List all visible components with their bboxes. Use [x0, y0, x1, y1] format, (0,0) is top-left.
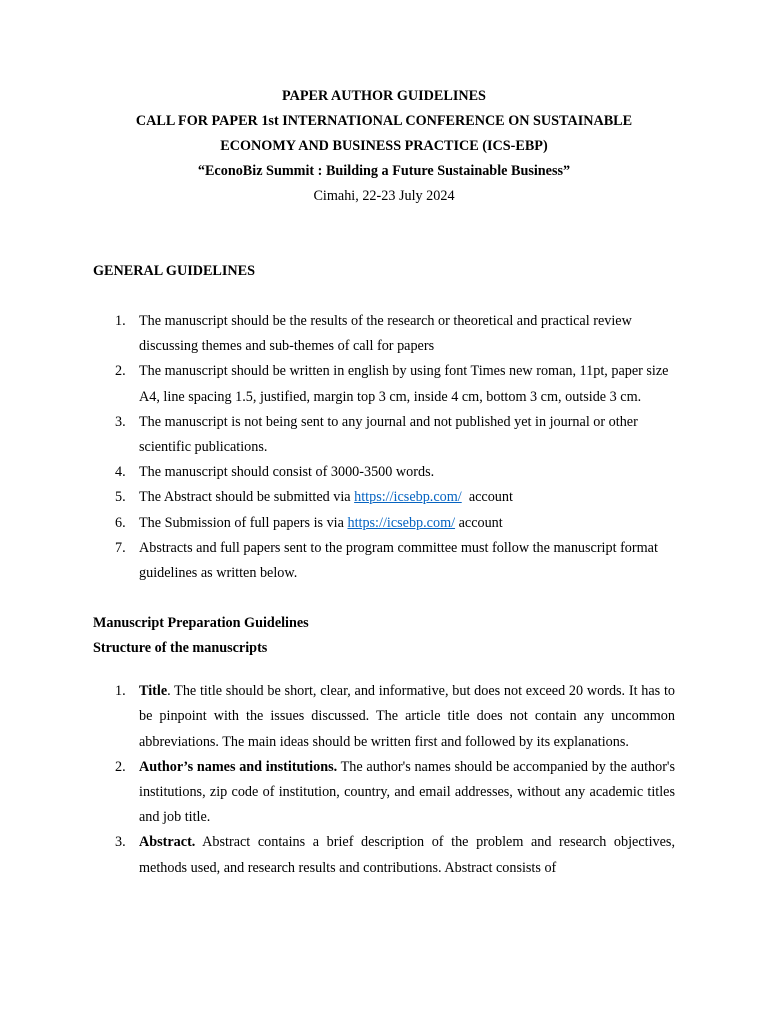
header-location-date: Cimahi, 22-23 July 2024	[313, 188, 455, 204]
abstract-submission-link[interactable]: https://icsebp.com/	[354, 489, 462, 506]
manuscript-structure-subheading: Structure of the manuscripts	[93, 640, 268, 657]
list-item: 7. Abstracts and full papers sent to the program committee must follow the manuscript format guidelines as written below.	[115, 539, 658, 582]
document-header	[93, 84, 675, 209]
list-item: 4. The manuscript should consist of 3000-3500 words.	[115, 464, 435, 481]
manuscript-structure-list	[93, 679, 675, 881]
general-guidelines-heading: GENERAL GUIDELINES	[93, 263, 256, 279]
list-item: 5. The Abstract should be submitted via https://icsebp.com/ account	[115, 489, 513, 506]
header-call-for-paper: CALL FOR PAPER 1st INTERNATIONAL CONFERENCE ON SUSTAINABLE	[135, 113, 633, 129]
list-item: 1. Title. The title should be short, clear, and informative, but does not exceed 20 words. It has to be pinpoint with the issues discussed. The article title does not contain any uncommon abbreviations. The main ideas should be written first and followed by its explanations.	[115, 683, 675, 750]
list-item: 6. The Submission of full papers is via https://icsebp.com/ account	[115, 514, 503, 531]
list-item: 3. The manuscript is not being sent to any journal and not published yet in journal or other scientific publications.	[115, 413, 638, 456]
document-page	[93, 84, 675, 881]
header-conference-name: ECONOMY AND BUSINESS PRACTICE (ICS-EBP)	[220, 138, 548, 154]
manuscript-preparation-heading: Manuscript Preparation Guidelines	[93, 615, 309, 632]
list-item: 1. The manuscript should be the results of the research or theoretical and practical review discussing themes and sub-themes of call for papers	[115, 313, 632, 355]
full-paper-submission-link[interactable]: https://icsebp.com/	[347, 514, 456, 531]
list-item: 3. Abstract. Abstract contains a brief description of the problem and research objectives, methods used, and research results and contributions. Abstract consists of	[115, 834, 675, 876]
list-item: 2. Author’s names and institutions. The author's names should be accompanied by the author's institutions, zip code of institution, country, and email addresses, without any academic titles and job title.	[115, 758, 675, 826]
header-title: PAPER AUTHOR GUIDELINES	[282, 88, 486, 104]
header-theme: “EconoBiz Summit : Building a Future Sustainable Business”	[197, 163, 571, 179]
general-guidelines-list	[93, 309, 675, 586]
list-item: 2. The manuscript should be written in english by using font Times new roman, 11pt, paper size A4, line spacing 1.5, justified, margin top 3 cm, inside 4 cm, bottom 3 cm, outside 3 cm.	[115, 363, 669, 405]
